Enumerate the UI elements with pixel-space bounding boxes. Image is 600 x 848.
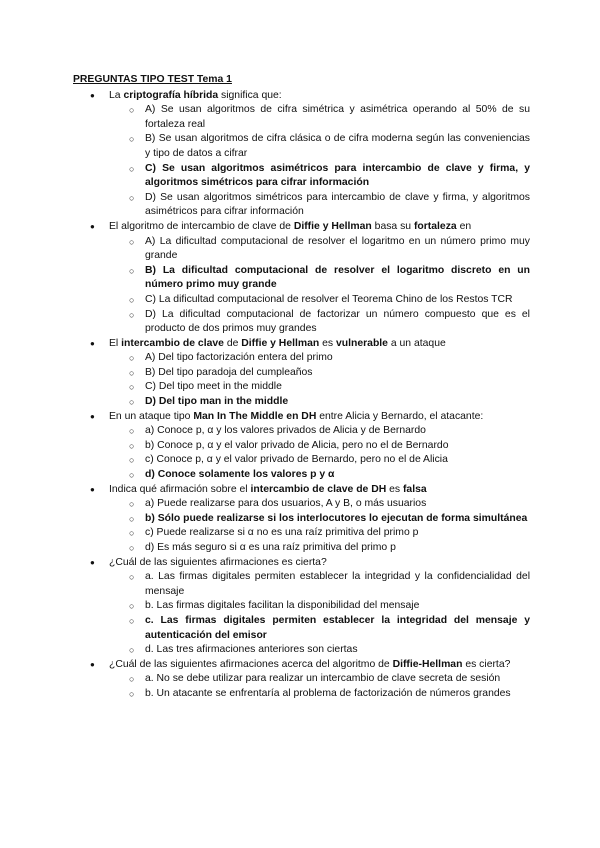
question-list bbox=[73, 89, 530, 702]
stem-text: entre Alicia y Bernardo, el atacante: bbox=[316, 410, 484, 422]
stem-text: a un ataque bbox=[387, 337, 446, 349]
stem-text: El algoritmo de intercambio de clave de bbox=[109, 220, 294, 232]
stem-text: significa que: bbox=[218, 89, 282, 101]
stem-text: En un ataque tipo bbox=[109, 410, 194, 422]
option-item: ○ a. No se debe utilizar para realizar un intercambio de clave secreta de sesión bbox=[73, 672, 530, 687]
stem-bold-text: criptografía híbrida bbox=[123, 89, 219, 101]
question-item bbox=[73, 483, 530, 556]
option-list bbox=[109, 351, 530, 409]
stem-text: ¿Cuál de las siguientes afirmaciones es cierta? bbox=[109, 556, 327, 568]
option-list bbox=[109, 235, 530, 337]
option-item: ○ D) La dificultad computacional de factorizar un número compuesto que es el producto de dos primos muy grandes bbox=[73, 308, 530, 337]
stem-text: en bbox=[456, 220, 472, 232]
option-item: ○ A) Del tipo factorización entera del primo bbox=[73, 351, 530, 366]
stem-text: ¿Cuál de las siguientes afirmaciones acerca del algoritmo de bbox=[109, 658, 393, 670]
option-item: ○ a) Conoce p, α y los valores privados de Alicia y de Bernardo bbox=[73, 424, 530, 439]
option-list bbox=[109, 424, 530, 482]
question-item bbox=[73, 410, 530, 483]
stem-bold-text: Diffie y Hellman bbox=[241, 337, 320, 349]
stem-bold-text: Man In The Middle en DH bbox=[193, 410, 317, 422]
option-item: ○ a) Puede realizarse para dos usuarios, A y B, o más usuarios bbox=[73, 497, 530, 512]
question-stem bbox=[109, 337, 530, 352]
stem-text: Indica qué afirmación sobre el bbox=[109, 483, 251, 495]
option-list bbox=[109, 497, 530, 555]
stem-bold-text: Diffie-Hellman bbox=[392, 658, 463, 670]
question-stem bbox=[109, 220, 530, 235]
option-item: ○ c) Puede realizarse si α no es una raíz primitiva del primo p bbox=[73, 526, 530, 541]
option-item-correct: ○ d) Conoce solamente los valores p y α bbox=[73, 468, 530, 483]
option-item-correct: ○ B) La dificultad computacional de resolver el logaritmo discreto en un número primo muy grande bbox=[73, 264, 530, 293]
option-item: ○ b. Las firmas digitales facilitan la disponibilidad del mensaje bbox=[73, 599, 530, 614]
question-item bbox=[73, 556, 530, 658]
option-item-correct: ○ c. Las firmas digitales permiten establecer la integridad del mensaje y autenticación del emisor bbox=[73, 614, 530, 643]
option-item: ○ d. Las tres afirmaciones anteriores son ciertas bbox=[73, 643, 530, 658]
stem-bold-text: fortaleza bbox=[413, 220, 457, 232]
stem-bold-text: intercambio de clave de DH bbox=[250, 483, 387, 495]
stem-text: basa su bbox=[371, 220, 414, 232]
option-item-correct: ○ D) Del tipo man in the middle bbox=[73, 395, 530, 410]
option-item-correct: ○ C) Se usan algoritmos asimétricos para intercambio de clave y firma, y algoritmos simétricos para cifrar información bbox=[73, 162, 530, 191]
option-item: ○ d) Es más seguro si α es una raíz primitiva del primo p bbox=[73, 541, 530, 556]
question-stem bbox=[109, 483, 530, 498]
stem-bold-text: falsa bbox=[402, 483, 427, 495]
stem-text: de bbox=[223, 337, 242, 349]
question-stem bbox=[109, 556, 530, 571]
option-item: ○ A) La dificultad computacional de resolver el logaritmo en un número primo muy grande bbox=[73, 235, 530, 264]
stem-text: El bbox=[109, 337, 122, 349]
stem-text: es bbox=[386, 483, 403, 495]
option-list bbox=[109, 103, 530, 220]
option-item: ○ A) Se usan algoritmos de cifra simétrica y asimétrica operando al 50% de su fortaleza real bbox=[73, 103, 530, 132]
option-list bbox=[109, 570, 530, 658]
option-item: ○ B) Se usan algoritmos de cifra clásica o de cifra moderna según las conveniencias y tipo de datos a cifrar bbox=[73, 132, 530, 161]
option-item: ○ C) La dificultad computacional de resolver el Teorema Chino de los Restos TCR bbox=[73, 293, 530, 308]
option-item: ○ C) Del tipo meet in the middle bbox=[73, 380, 530, 395]
stem-bold-text: intercambio de clave bbox=[121, 337, 224, 349]
question-stem bbox=[109, 89, 530, 104]
question-item bbox=[73, 89, 530, 220]
option-item: ○ D) Se usan algoritmos simétricos para intercambio de clave y firma, y algoritmos asimétricos para cifrar información bbox=[73, 191, 530, 220]
stem-bold-text: Diffie y Hellman bbox=[293, 220, 372, 232]
option-item-correct: ○ b) Sólo puede realizarse si los interlocutores lo ejecutan de forma simultánea bbox=[73, 512, 530, 527]
question-item bbox=[73, 658, 530, 702]
question-item bbox=[73, 220, 530, 337]
stem-bold-text: vulnerable bbox=[335, 337, 388, 349]
question-stem bbox=[109, 658, 530, 673]
option-item: ○ B) Del tipo paradoja del cumpleaños bbox=[73, 366, 530, 381]
page-title: PREGUNTAS TIPO TEST Tema 1 bbox=[73, 74, 232, 85]
stem-text: La bbox=[109, 89, 124, 101]
option-item: ○ a. Las firmas digitales permiten establecer la integridad y la confidencialidad del mensaje bbox=[73, 570, 530, 599]
option-item: ○ b. Un atacante se enfrentaría al problema de factorización de números grandes bbox=[73, 687, 530, 702]
question-stem bbox=[109, 410, 530, 425]
question-item bbox=[73, 337, 530, 410]
stem-text: es cierta? bbox=[462, 658, 511, 670]
option-item: ○ c) Conoce p, α y el valor privado de Bernardo, pero no el de Alicia bbox=[73, 453, 530, 468]
stem-text: es bbox=[319, 337, 336, 349]
option-list bbox=[109, 672, 530, 701]
option-item: ○ b) Conoce p, α y el valor privado de Alicia, pero no el de Bernardo bbox=[73, 439, 530, 454]
